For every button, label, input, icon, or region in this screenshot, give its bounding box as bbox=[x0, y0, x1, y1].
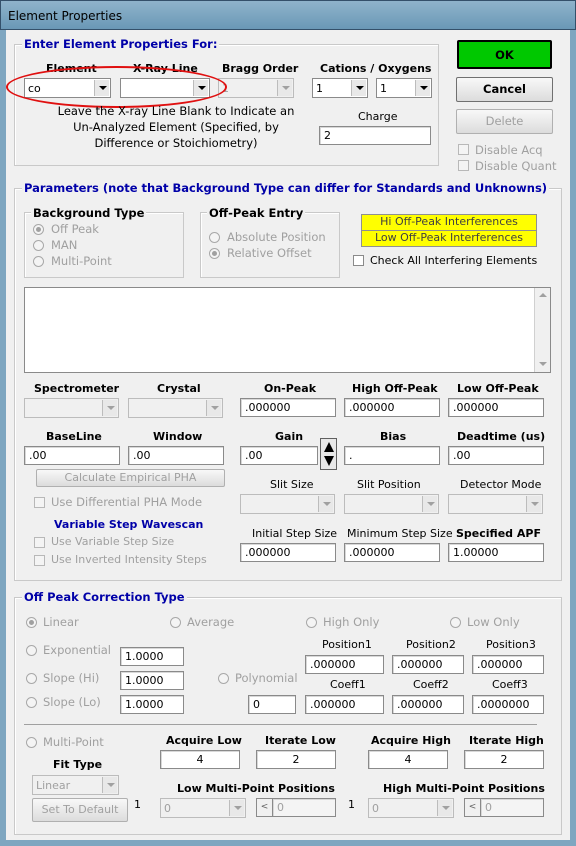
low-count: 1 bbox=[134, 798, 141, 811]
slit-position-label: Slit Position bbox=[357, 478, 421, 491]
crystal-label: Crystal bbox=[157, 382, 201, 395]
polynomial-field[interactable]: 0 bbox=[248, 695, 296, 714]
divider bbox=[24, 724, 537, 725]
deadtime-field[interactable]: .00 bbox=[448, 446, 544, 465]
gain-field[interactable]: .00 bbox=[240, 446, 318, 465]
highlight-circle bbox=[6, 66, 227, 108]
coeff2-label: Coeff2 bbox=[413, 678, 449, 691]
element-label: Element bbox=[46, 62, 97, 75]
slit-size-combo[interactable] bbox=[240, 494, 335, 514]
bg-multipoint-label: Multi-Point bbox=[51, 254, 112, 268]
cancel-button[interactable]: Cancel bbox=[456, 77, 553, 102]
position1-label: Position1 bbox=[322, 638, 372, 651]
interference-textbox[interactable] bbox=[24, 287, 551, 373]
position1-field[interactable]: .000000 bbox=[305, 655, 384, 674]
spectrometer-label: Spectrometer bbox=[34, 382, 120, 395]
on-peak-field[interactable]: .000000 bbox=[240, 398, 336, 417]
chevron-down-icon[interactable] bbox=[102, 400, 117, 416]
bias-field[interactable]: . bbox=[344, 446, 440, 465]
high-only-radio[interactable] bbox=[306, 617, 317, 628]
check-all-interfering-label: Check All Interfering Elements bbox=[370, 254, 538, 267]
element-value: co bbox=[28, 82, 41, 95]
variable-step-title: Variable Step Wavescan bbox=[54, 518, 204, 531]
acquire-low-field[interactable]: 4 bbox=[160, 750, 240, 769]
relative-offset-radio[interactable] bbox=[209, 248, 220, 259]
parameters-title: Parameters (note that Background Type can differ for Standards and Unknowns) bbox=[24, 181, 548, 195]
fit-type-value: Linear bbox=[36, 779, 71, 792]
crystal-combo[interactable] bbox=[128, 398, 223, 418]
fit-type-label: Fit Type bbox=[53, 758, 103, 771]
arrow-down-icon[interactable] bbox=[324, 456, 334, 466]
chevron-down-icon[interactable] bbox=[437, 800, 452, 816]
cations-oxygens-label: Cations / Oxygens bbox=[320, 62, 432, 75]
detector-mode-combo[interactable] bbox=[448, 494, 543, 514]
absolute-position-label: Absolute Position bbox=[227, 230, 326, 244]
average-radio[interactable] bbox=[170, 617, 181, 628]
offpeak-entry-title: Off-Peak Entry bbox=[209, 206, 304, 220]
minimum-step-field[interactable]: .000000 bbox=[344, 543, 440, 562]
multipoint-radio[interactable] bbox=[26, 737, 37, 748]
disable-acq-checkbox[interactable] bbox=[458, 144, 469, 155]
high-multipoint-label: High Multi-Point Positions bbox=[383, 782, 545, 795]
chevron-down-icon[interactable] bbox=[102, 777, 117, 793]
slope-lo-radio[interactable] bbox=[26, 697, 37, 708]
chevron-down-icon[interactable] bbox=[422, 496, 437, 512]
low-offpeak-field[interactable]: .000000 bbox=[448, 398, 544, 417]
enter-properties-title: Enter Element Properties For: bbox=[24, 37, 218, 51]
bragg-order-value: 1 bbox=[222, 82, 229, 95]
offpeak-entry-group bbox=[200, 212, 340, 278]
detector-mode-label: Detector Mode bbox=[460, 478, 542, 491]
polynomial-radio[interactable] bbox=[218, 673, 229, 684]
minimum-step-label: Minimum Step Size bbox=[347, 527, 453, 540]
bg-multipoint-radio[interactable] bbox=[33, 256, 44, 267]
low-multipoint-combo[interactable]: 0 bbox=[160, 798, 246, 818]
iterate-low-label: Iterate Low bbox=[265, 734, 336, 747]
title-bar bbox=[0, 0, 576, 30]
hi-offpeak-interferences-button[interactable]: Hi Off-Peak Interferences bbox=[361, 214, 537, 231]
exponential-label: Exponential bbox=[43, 643, 112, 657]
iterate-high-field[interactable]: 2 bbox=[464, 750, 544, 769]
bg-man-label: MAN bbox=[51, 238, 78, 252]
exponential-field[interactable]: 1.0000 bbox=[120, 647, 184, 666]
inverted-intensity-label: Use Inverted Intensity Steps bbox=[51, 553, 207, 566]
check-all-interfering-checkbox[interactable] bbox=[353, 255, 364, 266]
high-offpeak-label: High Off-Peak bbox=[352, 382, 438, 395]
spectrometer-combo[interactable] bbox=[24, 398, 119, 418]
differential-pha-checkbox[interactable] bbox=[34, 497, 45, 508]
window-field[interactable]: .00 bbox=[128, 446, 224, 465]
high-only-label: High Only bbox=[323, 615, 380, 629]
low-spin-left-icon[interactable]: < bbox=[256, 798, 273, 817]
acquire-low-label: Acquire Low bbox=[166, 734, 242, 747]
chevron-down-icon[interactable] bbox=[318, 496, 333, 512]
coeff1-field[interactable]: .000000 bbox=[305, 695, 384, 714]
low-multipoint-field[interactable]: 0 bbox=[272, 798, 336, 817]
chevron-down-icon[interactable] bbox=[351, 80, 366, 96]
coeff3-field[interactable]: .0000000 bbox=[472, 695, 544, 714]
multipoint-label: Multi-Point bbox=[43, 735, 104, 749]
chevron-down-icon[interactable] bbox=[277, 80, 292, 96]
low-offpeak-label: Low Off-Peak bbox=[457, 382, 539, 395]
coeff2-field[interactable]: .000000 bbox=[392, 695, 464, 714]
specified-apf-label: Specified APF bbox=[456, 527, 541, 540]
chevron-down-icon[interactable] bbox=[206, 400, 221, 416]
linear-label: Linear bbox=[43, 615, 79, 629]
window-title: Element Properties bbox=[8, 9, 123, 23]
chevron-down-icon[interactable] bbox=[229, 800, 244, 816]
scrollbar[interactable] bbox=[534, 288, 550, 372]
high-offpeak-field[interactable]: .000000 bbox=[344, 398, 440, 417]
gain-spinner[interactable] bbox=[320, 438, 337, 470]
bias-label: Bias bbox=[380, 430, 407, 443]
baseline-field[interactable]: .00 bbox=[24, 446, 120, 465]
high-multipoint-field[interactable]: 0 bbox=[480, 798, 544, 817]
specified-apf-field[interactable]: 1.00000 bbox=[448, 543, 544, 562]
chevron-down-icon[interactable] bbox=[526, 496, 541, 512]
slit-position-combo[interactable] bbox=[344, 494, 439, 514]
on-peak-label: On-Peak bbox=[264, 382, 317, 395]
variable-step-checkbox[interactable] bbox=[34, 537, 45, 548]
disable-quant-label: Disable Quant bbox=[475, 159, 557, 173]
iterate-high-label: Iterate High bbox=[469, 734, 544, 747]
window-label: Window bbox=[153, 430, 203, 443]
differential-pha-label: Use Differential PHA Mode bbox=[51, 495, 203, 509]
high-multipoint-combo[interactable]: 0 bbox=[368, 798, 454, 818]
calculate-pha-button[interactable]: Calculate Empirical PHA bbox=[36, 469, 225, 487]
disable-quant-checkbox[interactable] bbox=[458, 160, 469, 171]
scroll-down-icon[interactable] bbox=[539, 362, 547, 366]
background-type-title: Background Type bbox=[33, 206, 145, 220]
position2-label: Position2 bbox=[406, 638, 456, 651]
low-offpeak-interferences-button[interactable]: Low Off-Peak Interferences bbox=[361, 230, 537, 247]
fit-type-combo[interactable] bbox=[32, 775, 119, 795]
charge-label: Charge bbox=[358, 110, 398, 123]
offpeak-correction-title: Off Peak Correction Type bbox=[24, 590, 185, 604]
coeff3-label: Coeff3 bbox=[492, 678, 528, 691]
low-only-radio[interactable] bbox=[450, 617, 461, 628]
scroll-up-icon[interactable] bbox=[539, 293, 547, 297]
initial-step-label: Initial Step Size bbox=[252, 527, 338, 540]
variable-step-label: Use Variable Step Size bbox=[51, 535, 175, 548]
low-only-label: Low Only bbox=[467, 615, 520, 629]
absolute-position-radio[interactable] bbox=[209, 232, 220, 243]
slope-hi-field[interactable]: 1.0000 bbox=[120, 671, 184, 690]
high-count: 1 bbox=[348, 798, 355, 811]
position2-field[interactable]: .000000 bbox=[392, 655, 464, 674]
oxygens-combo[interactable]: 1 bbox=[376, 78, 432, 98]
disable-acq-label: Disable Acq bbox=[475, 143, 543, 157]
exponential-radio[interactable] bbox=[26, 645, 37, 656]
charge-field[interactable]: 2 bbox=[319, 126, 431, 145]
background-type-group bbox=[24, 212, 184, 278]
slope-hi-radio[interactable] bbox=[26, 673, 37, 684]
chevron-down-icon[interactable] bbox=[415, 80, 430, 96]
deadtime-label: Deadtime (us) bbox=[457, 430, 546, 443]
slope-lo-field[interactable]: 1.0000 bbox=[120, 695, 184, 714]
delete-button[interactable]: Delete bbox=[456, 109, 553, 134]
set-to-default-button[interactable]: Set To Default bbox=[32, 798, 128, 822]
position3-label: Position3 bbox=[486, 638, 536, 651]
linear-radio[interactable] bbox=[26, 617, 37, 628]
position3-field[interactable]: .000000 bbox=[472, 655, 544, 674]
cations-combo[interactable]: 1 bbox=[312, 78, 368, 98]
slit-size-label: Slit Size bbox=[270, 478, 314, 491]
high-spin-left-icon[interactable]: < bbox=[464, 798, 481, 817]
baseline-label: BaseLine bbox=[46, 430, 102, 443]
average-label: Average bbox=[187, 615, 235, 629]
xray-line-label: X-Ray Line bbox=[133, 62, 198, 75]
coeff1-label: Coeff1 bbox=[330, 678, 366, 691]
slope-lo-label: Slope (Lo) bbox=[43, 695, 101, 709]
low-multipoint-label: Low Multi-Point Positions bbox=[177, 782, 335, 795]
acquire-high-field[interactable]: 4 bbox=[368, 750, 448, 769]
xray-blank-hint: Leave the X-ray Line Blank to Indicate an Un-Analyzed Element (Specified, by Difference or Stoichiometry) bbox=[57, 104, 295, 150]
bragg-order-label: Bragg Order bbox=[222, 62, 299, 75]
bg-offpeak-radio[interactable] bbox=[33, 224, 44, 235]
ok-button[interactable]: OK bbox=[457, 40, 552, 69]
arrow-up-icon[interactable] bbox=[324, 442, 334, 452]
polynomial-label: Polynomial bbox=[235, 671, 298, 685]
bg-man-radio[interactable] bbox=[33, 240, 44, 251]
inverted-intensity-checkbox[interactable] bbox=[34, 555, 45, 566]
bragg-order-combo[interactable] bbox=[218, 78, 294, 98]
initial-step-field[interactable]: .000000 bbox=[240, 543, 336, 562]
relative-offset-label: Relative Offset bbox=[227, 246, 312, 260]
slope-hi-label: Slope (Hi) bbox=[43, 671, 100, 685]
iterate-low-field[interactable]: 2 bbox=[256, 750, 336, 769]
gain-label: Gain bbox=[275, 430, 304, 443]
acquire-high-label: Acquire High bbox=[371, 734, 451, 747]
bg-offpeak-label: Off Peak bbox=[51, 222, 99, 236]
